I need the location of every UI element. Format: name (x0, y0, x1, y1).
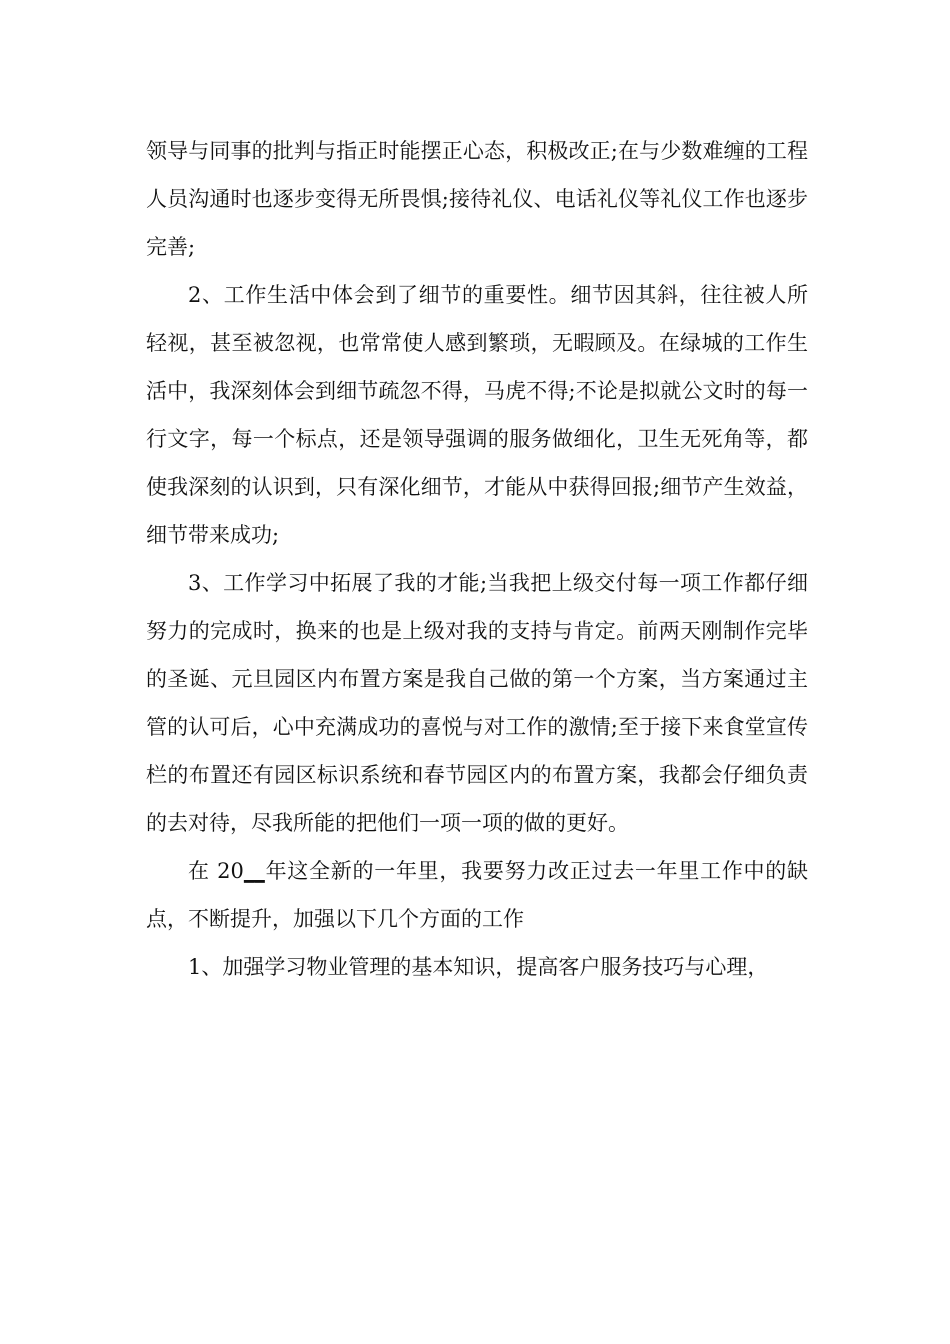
paragraph-item-3-skills: 3、工作学习中拓展了我的才能;当我把上级交付每一项工作都仔细努力的完成时，换来的也是上级对我的支持与肯定。前两天刚制作完毕的圣诞、元旦园区内布置方案是我自己做的第一个方案，当方案通过主管的认可后，心中充满成功的喜悦与对工作的激情;至于接下来食堂宣传栏的布置还有园区标识系统和春节园区内的布置方案，我都会仔细负责的去对待，尽我所能的把他们一项一项的做的更好。 (146, 571, 808, 835)
paragraph-new-year-goals (146, 847, 808, 943)
document-body (146, 127, 808, 991)
paragraph-item-2-details: 2、工作生活中体会到了细节的重要性。细节因其斜，往往被人所轻视，甚至被忽视，也常常使人感到繁琐，无暇顾及。在绿城的工作生活中，我深刻体会到细节疏忽不得，马虎不得;不论是拟就公文时的每一行文字，每一个标点，还是领导强调的服务做细化，卫生无死角等，都使我深刻的认识到，只有深化细节，才能从中获得回报;细节产生效益，细节带来成功; (146, 283, 808, 547)
goals-text: 年这全新的一年里，我要努力改正过去一年里工作中的缺点，不断提升，加强以下几个方面的工作 (146, 859, 808, 931)
paragraph-continuation: 领导与同事的批判与指正时能摆正心态，积极改正;在与少数难缠的工程人员沟通时也逐步变得无所畏惧;接待礼仪、电话礼仪等礼仪工作也逐步完善; (146, 139, 808, 259)
paragraph-goal-1: 1、加强学习物业管理的基本知识，提高客户服务技巧与心理， (188, 955, 769, 979)
year-blank: __ (243, 859, 265, 883)
year-prefix-text: 在 20 (188, 859, 244, 883)
